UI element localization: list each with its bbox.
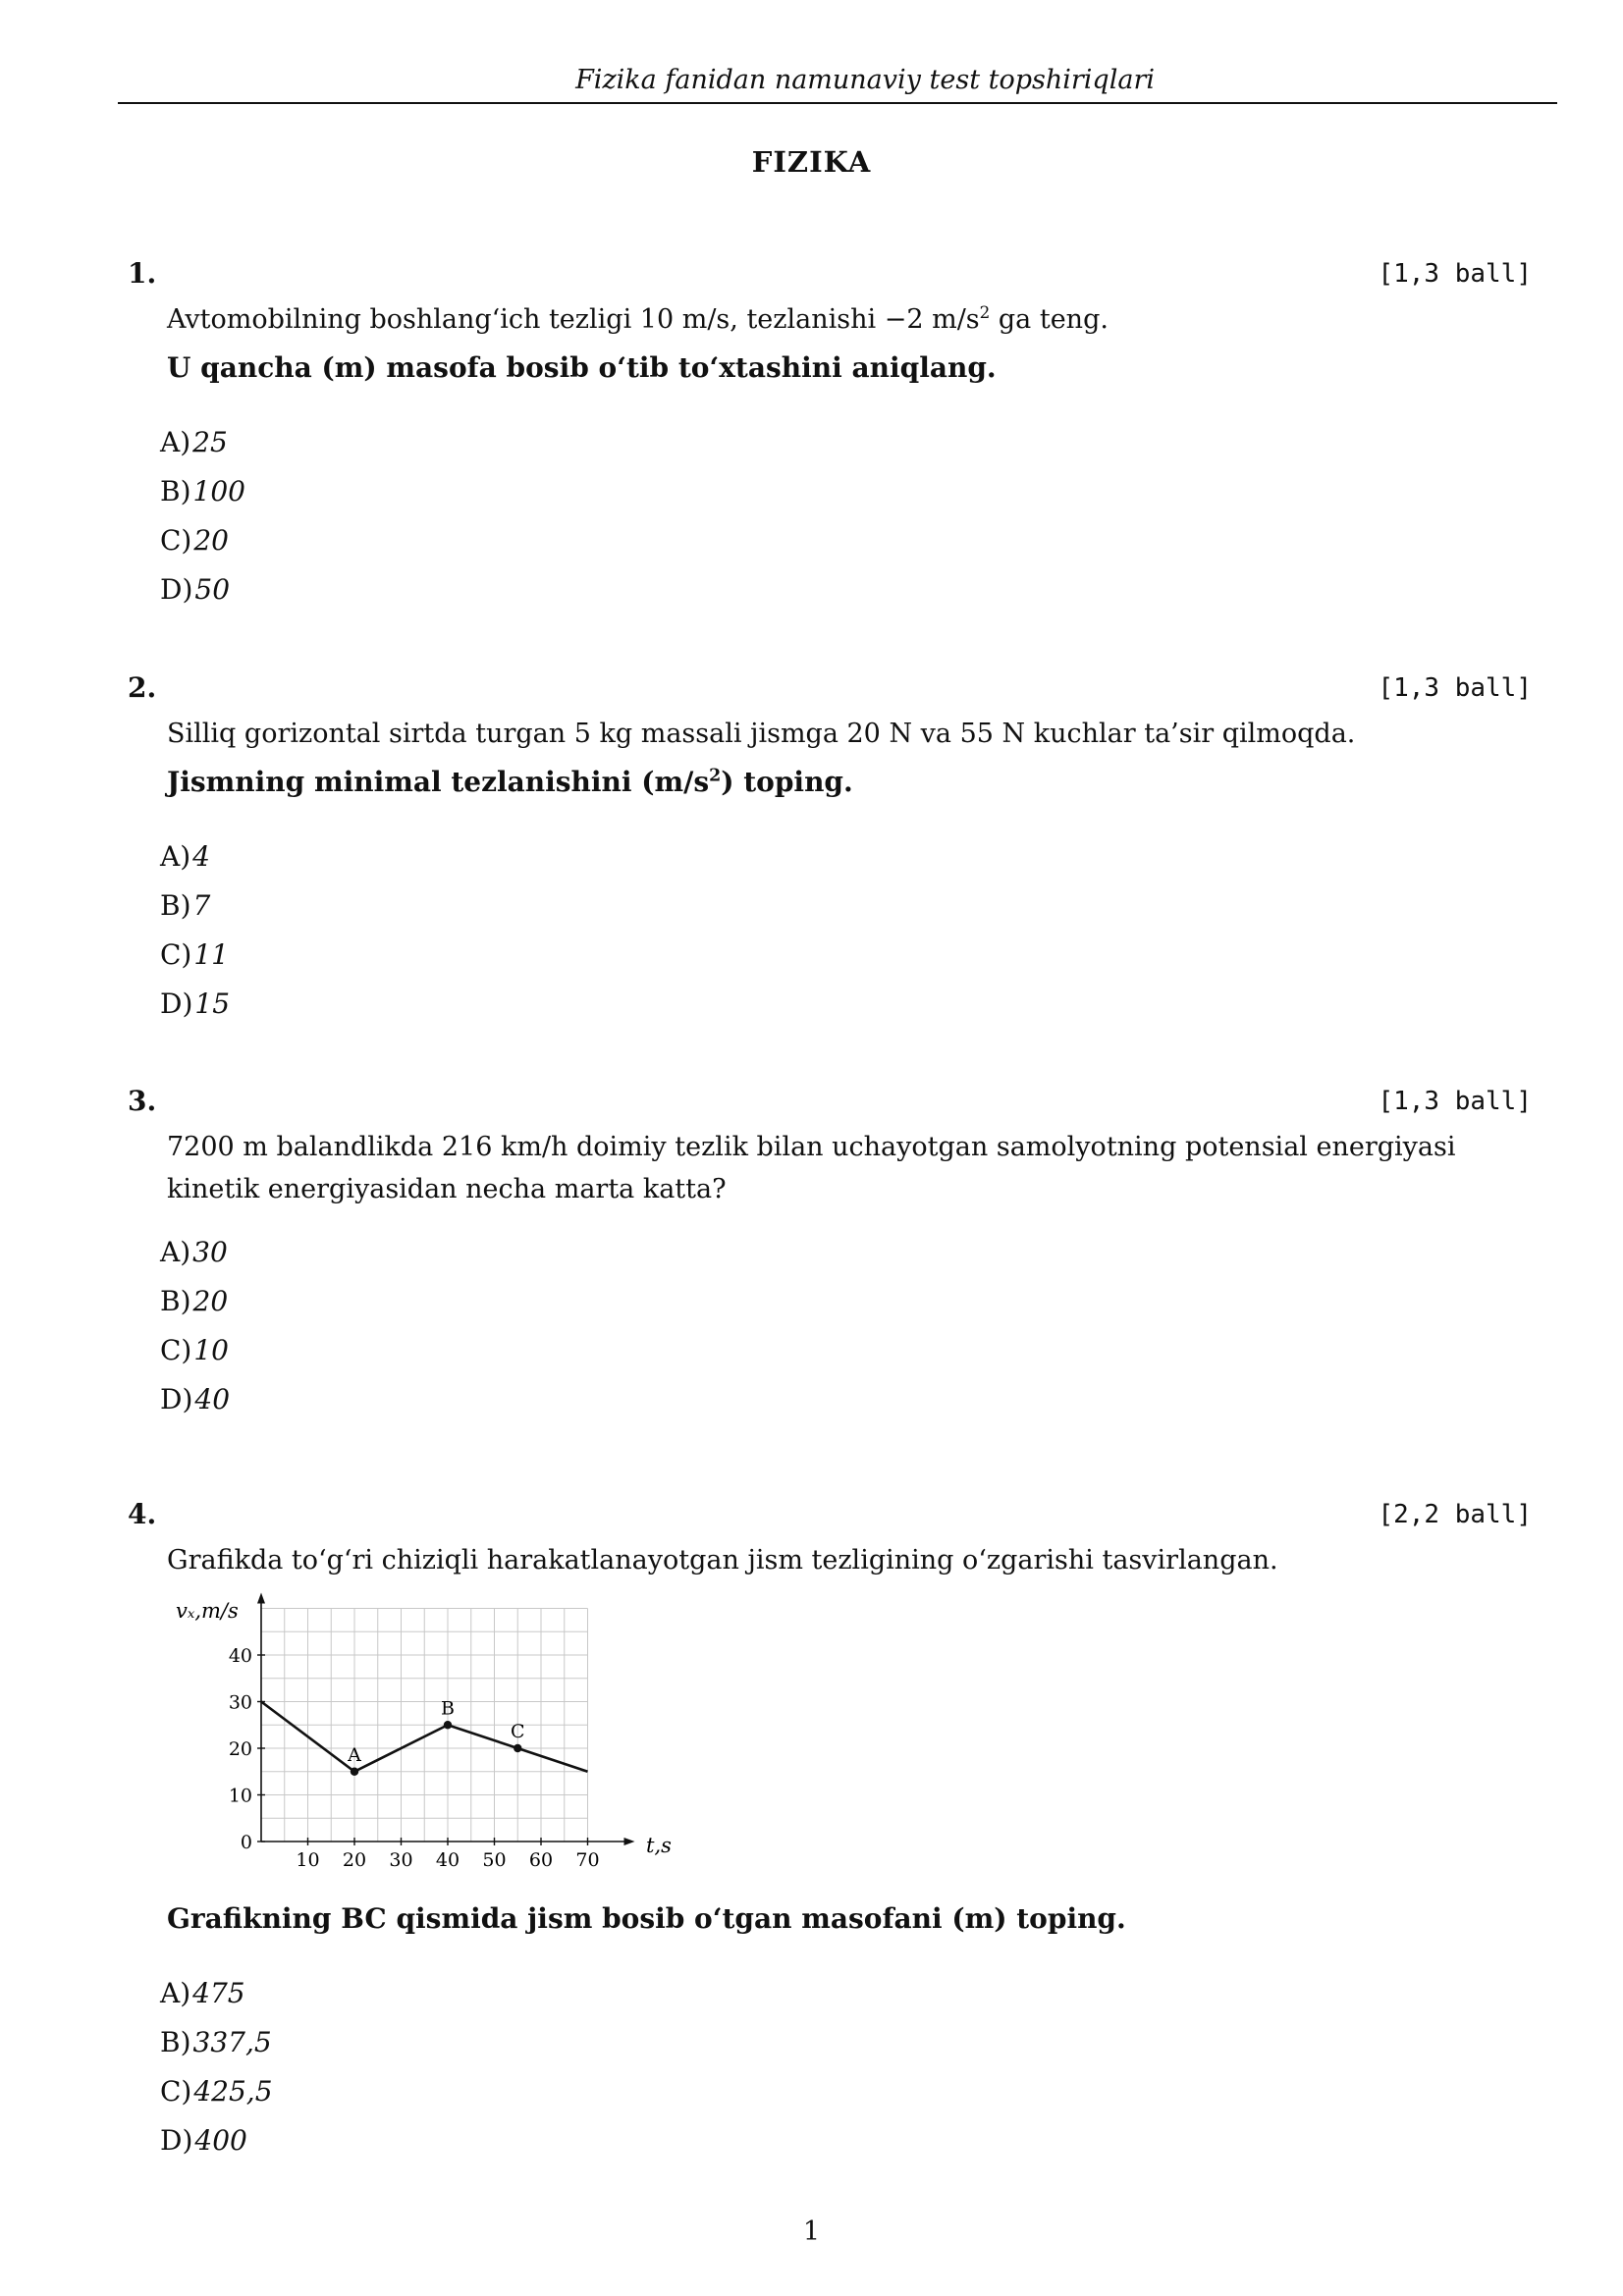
answer-option-b[interactable]: B)7 — [160, 889, 211, 922]
chart-axes — [257, 1593, 635, 1846]
velocity-time-graph — [152, 1590, 702, 1885]
y-tick-label: 40 — [228, 1645, 252, 1667]
answer-option-a[interactable]: A)30 — [160, 1236, 228, 1268]
point-label-a: A — [348, 1743, 361, 1766]
point-label-b: B — [441, 1697, 455, 1720]
question-statement: Silliq gorizontal sirtda turgan 5 kg massali jismga 20 N va 55 N kuchlar ta’sir qilmoqda. — [167, 719, 1356, 749]
y-axis-label: vₓ,m/s — [176, 1599, 239, 1623]
x-axis-arrow-icon — [624, 1838, 635, 1845]
x-tick-label: 60 — [528, 1849, 554, 1871]
y-tick-label: 0 — [240, 1832, 252, 1853]
page-header — [118, 63, 1557, 104]
answer-option-c[interactable]: C)425,5 — [160, 2075, 273, 2108]
question-1 — [128, 257, 1532, 611]
answer-options — [160, 1228, 230, 1424]
answer-option-c[interactable]: C)10 — [160, 1334, 229, 1366]
question-number: 4. — [128, 1498, 157, 1530]
y-tick-label: 10 — [228, 1785, 252, 1807]
data-point-b — [444, 1721, 452, 1729]
question-score: [2,2 ball] — [1378, 1500, 1532, 1529]
question-number: 1. — [128, 257, 157, 290]
answer-option-a[interactable]: A)475 — [160, 1977, 245, 2009]
y-tick-label: 20 — [228, 1738, 252, 1760]
question-statement: Grafikda to‘g‘ri chiziqli harakatlanayotgan jism tezligining o‘zgarishi tasvirlangan. — [167, 1545, 1278, 1575]
question-score: [1,3 ball] — [1378, 1087, 1532, 1116]
x-tick-label: 40 — [435, 1849, 460, 1871]
answer-option-b[interactable]: B)20 — [160, 1285, 229, 1317]
x-tick-label: 20 — [342, 1849, 367, 1871]
chart-points — [347, 1697, 524, 1776]
answer-option-c[interactable]: C)11 — [160, 938, 229, 971]
x-tick-label: 10 — [296, 1849, 320, 1871]
question-3 — [128, 1085, 1532, 1438]
x-tick-label: 30 — [389, 1849, 413, 1871]
answer-option-d[interactable]: D)400 — [160, 2124, 247, 2157]
answer-option-d[interactable]: D)15 — [160, 988, 231, 1020]
answer-option-b[interactable]: B)337,5 — [160, 2026, 272, 2058]
header-title: Fizika fanidan namunaviy test topshiriqlari — [575, 65, 1155, 95]
answer-options — [160, 1969, 273, 2165]
chart-grid — [261, 1609, 588, 1842]
question-score: [1,3 ball] — [1378, 673, 1532, 703]
point-label-c: C — [510, 1721, 525, 1742]
question-number: 3. — [128, 1085, 157, 1117]
answer-option-c[interactable]: C)20 — [160, 524, 229, 557]
x-tick-label: 70 — [575, 1849, 600, 1871]
answer-options — [160, 832, 230, 1029]
y-tick-label: 30 — [228, 1691, 252, 1714]
answer-option-d[interactable]: D)50 — [160, 573, 231, 606]
question-statement: 7200 m balandlikda 216 km/h doimiy tezlik bilan uchayotgan samolyotning potensial energiyasi kinetik energiyasidan necha marta katta? — [167, 1132, 1456, 1204]
data-point-a — [351, 1768, 358, 1776]
question-2 — [128, 671, 1532, 1025]
page-number: 1 — [802, 2216, 821, 2247]
x-tick-label: 50 — [482, 1849, 507, 1871]
question-ask: U qancha (m) masofa bosib o‘tib to‘xtashini aniqlang. — [167, 351, 997, 384]
data-point-c — [514, 1744, 521, 1752]
answer-option-a[interactable]: A)25 — [160, 426, 228, 458]
document-title: FIZIKA — [751, 145, 872, 179]
answer-options — [160, 418, 245, 614]
question-score: [1,3 ball] — [1378, 259, 1532, 289]
y-axis-arrow-icon — [257, 1593, 265, 1604]
answer-option-d[interactable]: D)40 — [160, 1383, 231, 1415]
question-ask: Grafikning BC qismida jism bosib o‘tgan masofani (m) toping. — [167, 1902, 1126, 1935]
answer-option-b[interactable]: B)100 — [160, 475, 245, 507]
x-axis-label: t,s — [646, 1834, 672, 1857]
question-statement: Avtomobilning boshlang‘ich tezligi 10 m/s, tezlanishi −2 $m/s^2$ ga teng. — [167, 302, 1109, 335]
question-ask: Jismning minimal tezlanishini $(m/s^2)$ toping. — [167, 766, 853, 798]
question-number: 2. — [128, 671, 157, 704]
answer-option-a[interactable]: A)4 — [160, 840, 210, 873]
